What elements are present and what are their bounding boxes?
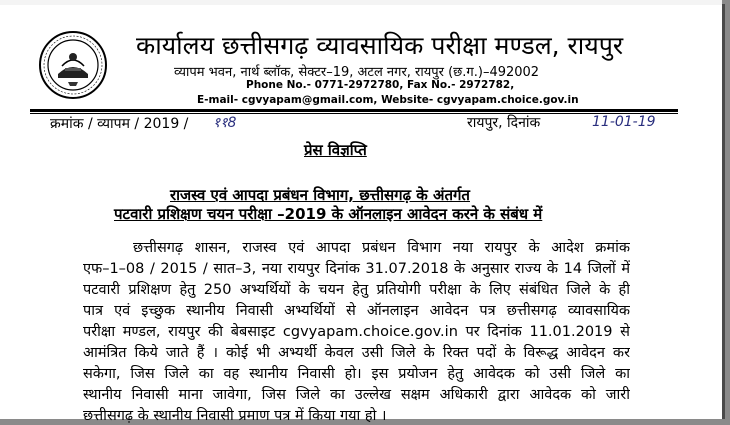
date-handwritten: 11-01-19: [592, 114, 656, 130]
page-shadow: [722, 4, 725, 419]
reference-number-handwritten: ११8: [213, 115, 237, 131]
office-title: कार्यालय छत्तीसगढ़ व्यावसायिक परीक्षा मण्डल, रायपुर: [136, 31, 624, 60]
body-line-9: छत्तीसगढ़ के स्थानीय निवासी प्रमाण पत्र में किया गया हो ।: [83, 408, 387, 424]
header-rule-thick: [30, 109, 678, 112]
vyapam-emblem-logo: [38, 30, 108, 100]
body-line-6: आमंत्रित किये जाते हैं । कोई भी अभ्यर्थी केवल उसी जिले के रिक्त पदों के विरूद्ध आवेदन कर: [83, 345, 630, 361]
page-top-edge: [0, 0, 722, 5]
reference-number-label: क्रमांक / व्यापम / 2019 /: [50, 116, 189, 132]
body-line-1: छत्तीसगढ़ शासन, राजस्व एवं आपदा प्रबंधन विभाग नया रायपुर के आदेश क्रमांक: [133, 240, 630, 256]
press-release-title: प्रेस विज्ञप्ति: [304, 141, 367, 159]
date-label: रायपुर, दिनांक: [467, 115, 541, 131]
body-line-8: स्थानीय निवासी माना जावेगा, जिस जिले का उल्लेख सक्षम अधिकारी द्वारा आवेदक को जारी: [83, 387, 630, 403]
email-website: E-mail- cgvyapam@gmail.com, Website- cgvyapam.choice.gov.in: [197, 94, 579, 106]
body-line-7: सकेगा, जिस जिले का वह स्थानीय निवासी हो। इस प्रयोजन हेतु आवेदक को उसी जिले का: [83, 366, 630, 382]
subject-line-2: पटवारी प्रशिक्षण चयन परीक्षा –2019 के ऑनलाइन आवेदन करने के संबंध में: [114, 205, 543, 223]
subject-line-1: राजस्व एवं आपदा प्रबंधन विभाग, छत्तीसगढ़ के अंतर्गत: [170, 186, 470, 204]
body-line-5: परीक्षा मण्डल, रायपुर की बेबसाइट cgvyapam.choice.gov.in पर दिनांक 11.01.2019 से: [83, 324, 630, 340]
body-line-4: पात्र एवं इच्छुक स्थानीय निवासी अभ्यर्थियों से ऑनलाइन आवेदन पत्र छत्तीसगढ़ व्यावसायिक: [83, 303, 630, 319]
body-line-3: पटवारी प्रशिक्षण हेतु 250 अभ्यर्थियों के चयन हेतु प्रतियोगी परीक्षा के लिए संबंधित जिले के ही: [83, 282, 630, 298]
phone-fax: Phone No.- 0771-2972780, Fax No.- 2972782,: [246, 79, 515, 91]
office-address: व्यापम भवन, नार्थ ब्लॉक, सेक्टर–19, अटल नगर, रायपुर (छ.ग.)–492002: [174, 65, 540, 80]
body-line-2: एफ–1–08 / 2015 / सात–3, नया रायपुर दिनांक 31.07.2018 के अनुसार राज्य के 14 जिलों में: [83, 261, 630, 277]
